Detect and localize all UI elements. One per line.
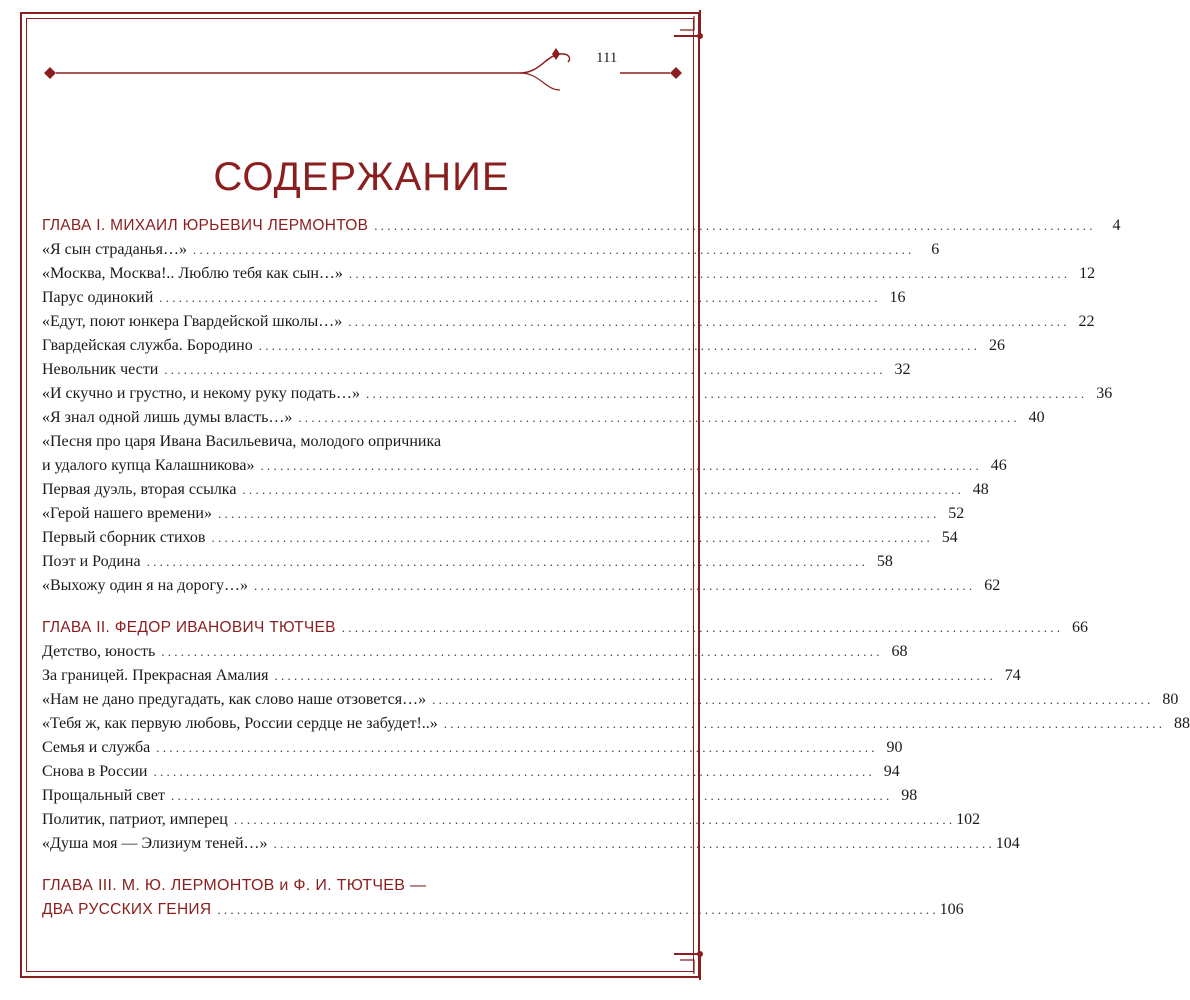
entry-title: Снова в России xyxy=(42,763,148,780)
toc-entry[interactable] xyxy=(42,550,893,574)
page-ref: 22 xyxy=(1078,313,1095,330)
page-ref: 36 xyxy=(1096,385,1113,402)
entry-title: «Герой нашего времени» xyxy=(42,505,212,522)
dot-leader xyxy=(159,286,877,310)
dot-leader xyxy=(274,832,992,856)
page-ref: 106 xyxy=(939,901,964,918)
dot-leader xyxy=(444,712,1162,736)
toc-entry[interactable] xyxy=(42,760,900,784)
page-ref: 4 xyxy=(1112,217,1121,234)
corner-ornament-bottom-right xyxy=(672,950,706,984)
toc-entry[interactable] xyxy=(42,664,1021,688)
dot-leader xyxy=(349,262,1067,286)
dot-leader xyxy=(298,406,1016,430)
dot-leader xyxy=(342,616,1060,640)
toc-entry[interactable] xyxy=(42,478,989,502)
page-ref: 58 xyxy=(876,553,893,570)
toc-entry[interactable] xyxy=(42,526,958,550)
dot-leader xyxy=(193,238,911,262)
toc-entry[interactable] xyxy=(42,574,1001,598)
dot-leader xyxy=(164,358,882,382)
page-ref: 98 xyxy=(901,787,918,804)
entry-title: «Тебя ж, как первую любовь, России сердце не забудет!..» xyxy=(42,715,438,732)
page-number: 111 xyxy=(596,50,618,66)
dot-leader xyxy=(234,808,952,832)
header-ornament-rule xyxy=(40,46,680,94)
chapter-title: ДВА РУССКИХ ГЕНИЯ xyxy=(42,901,212,918)
toc-entry[interactable] xyxy=(42,382,1113,406)
page-ref: 48 xyxy=(972,481,989,498)
dot-leader xyxy=(432,688,1150,712)
toc-entry-multiline-last[interactable] xyxy=(42,454,1007,478)
toc-entry[interactable] xyxy=(42,334,1005,358)
dot-leader xyxy=(156,736,874,760)
page-ref: 88 xyxy=(1174,715,1190,732)
toc-entry[interactable] xyxy=(42,640,908,664)
toc-entry[interactable] xyxy=(42,832,1020,856)
chapter-3-heading-line1[interactable]: ГЛАВА III. М. Ю. ЛЕРМОНТОВ и Ф. И. ТЮТЧЕВ — xyxy=(42,877,427,894)
toc-entry[interactable] xyxy=(42,238,940,262)
corner-ornament-top-right xyxy=(672,6,706,40)
toc-entry[interactable] xyxy=(42,358,911,382)
entry-title: За границей. Прекрасная Амалия xyxy=(42,667,269,684)
dot-leader xyxy=(259,334,977,358)
toc-entry[interactable] xyxy=(42,808,981,832)
toc-entry-multiline-first[interactable]: «Песня про царя Ивана Васильевича, молодого опричника xyxy=(42,433,442,450)
chapter-1-section xyxy=(42,214,1121,598)
toc-entry[interactable] xyxy=(42,502,965,526)
entry-title: Гвардейская служба. Бородино xyxy=(42,337,253,354)
toc-entry[interactable] xyxy=(42,736,903,760)
entry-title: Политик, патриот, имперец xyxy=(42,811,228,828)
dot-leader xyxy=(161,640,879,664)
toc-entry[interactable] xyxy=(42,310,1095,334)
entry-title: Первая дуэль, вторая ссылка xyxy=(42,481,237,498)
dot-leader xyxy=(275,664,993,688)
dot-leader xyxy=(254,574,972,598)
diamond-ornament-left xyxy=(44,67,56,79)
entry-title: Парус одинокий xyxy=(42,289,154,306)
page-ref: 94 xyxy=(883,763,900,780)
entry-title: Невольник чести xyxy=(42,361,159,378)
entry-title: Первый сборник стихов xyxy=(42,529,206,546)
entry-title: Поэт и Родина xyxy=(42,553,141,570)
toc-entry[interactable] xyxy=(42,712,1190,736)
dot-leader xyxy=(171,784,889,808)
toc-entry[interactable] xyxy=(42,286,906,310)
chapter-title: ГЛАВА I. МИХАИЛ ЮРЬЕВИЧ ЛЕРМОНТОВ xyxy=(42,217,369,234)
page-ref: 102 xyxy=(956,811,981,828)
entry-title: и удалого купца Калашникова» xyxy=(42,457,255,474)
dot-leader xyxy=(348,310,1066,334)
page-title: СОДЕРЖАНИЕ xyxy=(213,154,510,199)
entry-title: «Выхожу один я на дорогу…» xyxy=(42,577,248,594)
page-ref: 12 xyxy=(1079,265,1096,282)
dot-leader xyxy=(217,898,935,922)
page-ref: 90 xyxy=(886,739,903,756)
page-ref: 104 xyxy=(995,835,1020,852)
dot-leader xyxy=(366,382,1084,406)
chapter-2-heading[interactable] xyxy=(42,616,1088,640)
chapter-title: ГЛАВА II. ФЕДОР ИВАНОВИЧ ТЮТЧЕВ xyxy=(42,619,336,636)
entry-title: «Я сын страданья…» xyxy=(42,241,187,258)
page-ref: 68 xyxy=(891,643,908,660)
page-ref: 40 xyxy=(1028,409,1045,426)
page-ref: 54 xyxy=(941,529,958,546)
dot-leader xyxy=(218,502,936,526)
chapter-1-heading[interactable] xyxy=(42,214,1121,238)
toc-entry[interactable] xyxy=(42,688,1179,712)
entry-title: «Душа моя — Элизиум теней…» xyxy=(42,835,268,852)
page-ref: 46 xyxy=(990,457,1007,474)
dot-leader xyxy=(153,760,871,784)
page-ref: 66 xyxy=(1072,619,1088,636)
entry-title: Детство, юность xyxy=(42,643,156,660)
entry-title: «Москва, Москва!.. Люблю тебя как сын…» xyxy=(42,265,343,282)
entry-title: «Я знал одной лишь думы власть…» xyxy=(42,409,293,426)
entry-title: Прощальный свет xyxy=(42,787,165,804)
page-ref: 6 xyxy=(931,241,940,258)
chapter-2-section xyxy=(42,616,1190,856)
dot-leader xyxy=(261,454,979,478)
table-of-contents xyxy=(42,214,1190,922)
entry-title: «И скучно и грустно, и некому руку подать…» xyxy=(42,385,360,402)
dot-leader xyxy=(147,550,865,574)
page-ref: 74 xyxy=(1004,667,1021,684)
toc-entry[interactable] xyxy=(42,262,1096,286)
entry-title: Семья и служба xyxy=(42,739,151,756)
chapter-3-section xyxy=(42,874,964,922)
dot-leader xyxy=(211,526,929,550)
dot-leader xyxy=(374,214,1092,238)
page-ref: 80 xyxy=(1162,691,1179,708)
toc-entry[interactable] xyxy=(42,406,1045,430)
toc-entry[interactable] xyxy=(42,784,918,808)
page-ref: 52 xyxy=(948,505,965,522)
chapter-3-heading-line2[interactable] xyxy=(42,898,964,922)
page-ref: 16 xyxy=(889,289,906,306)
page-ref: 62 xyxy=(984,577,1001,594)
page-ref: 26 xyxy=(988,337,1005,354)
dot-leader xyxy=(242,478,960,502)
entry-title: «Едут, поют юнкера Гвардейской школы…» xyxy=(42,313,343,330)
entry-title: «Нам не дано предугадать, как слово наше отзовется…» xyxy=(42,691,427,708)
page-ref: 32 xyxy=(894,361,911,378)
